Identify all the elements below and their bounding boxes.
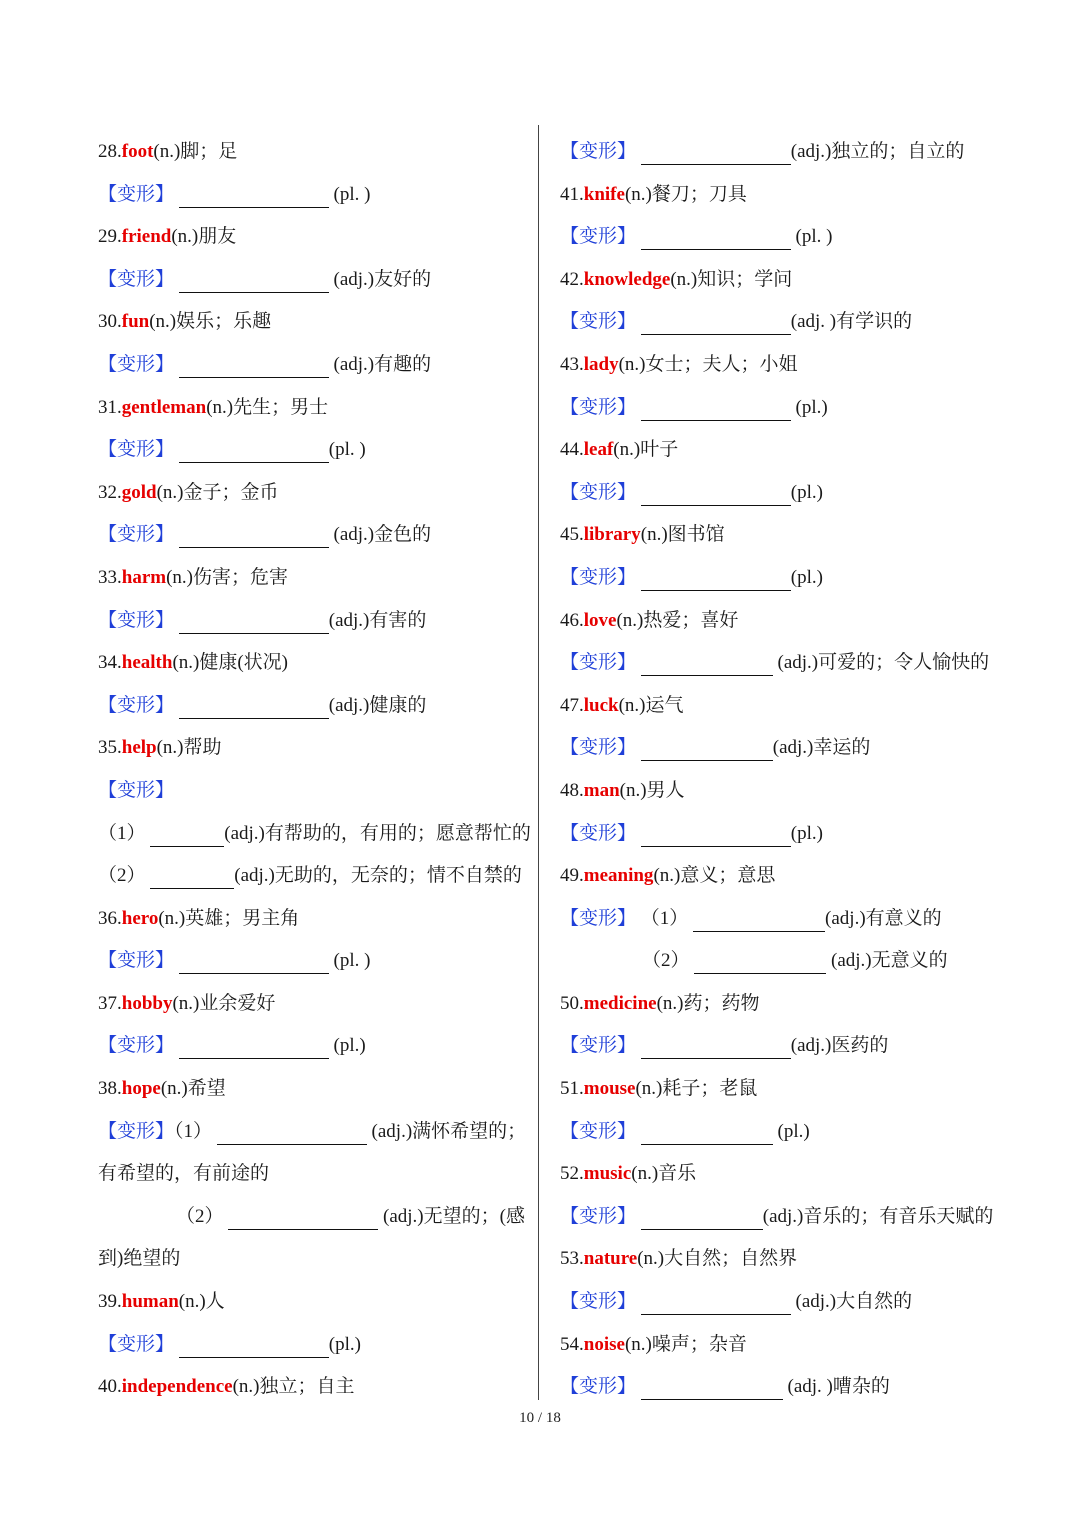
variant-tag: 【变形】 [560,1291,637,1313]
variant-line [560,813,1000,856]
variant-hint: (adj.)无助的，无奈的；情不自禁的 [234,865,522,887]
entry-number: 35. [98,737,122,759]
headword: hope [121,1078,161,1100]
entry-number: 32. [98,481,122,503]
variant-hint: (adj.)健康的 [328,694,427,716]
variant-hint: (adj.)无意义的 [826,950,948,972]
variant-line [560,898,1000,941]
entry-number: 31. [98,396,122,418]
item-index: （1） [636,907,689,929]
item-index: （2） [642,950,690,972]
right-column [560,131,1000,1409]
answer-blank[interactable] [641,647,773,676]
answer-blank[interactable] [641,1371,783,1400]
vocab-entry [98,1068,530,1111]
definition: (n.)男人 [619,779,685,801]
definition: (n.)人 [178,1291,225,1313]
headword: love [583,609,617,631]
answer-blank[interactable] [228,1201,378,1230]
definition: (n.)噪声；杂音 [624,1333,747,1355]
vocab-entry [560,514,1000,557]
variant-tag: 【变形】 [560,481,637,503]
entry-number: 34. [98,652,122,674]
variant-line [560,557,1000,600]
variant-hint: (adj.)有趣的 [328,353,432,375]
entry-number: 37. [98,992,122,1014]
vocab-entry [560,1068,1000,1111]
variant-line [98,259,530,302]
headword: leaf [583,439,614,461]
entry-number: 53. [560,1248,584,1270]
definition: (n.)热爱；喜好 [616,609,739,631]
variant-tag: 【变形】 [560,141,637,162]
answer-blank[interactable] [179,519,329,548]
headword: foot [121,141,154,162]
entry-number: 52. [560,1163,584,1185]
vocab-entry [560,1324,1000,1367]
variant-tag: 【变形】 [98,183,175,205]
headword: help [121,737,157,759]
vocab-entry [98,216,530,259]
variant-hint: (adj.)医药的 [790,1035,889,1057]
definition: (n.)帮助 [156,737,222,759]
answer-blank[interactable] [641,1286,791,1315]
headword: gentleman [121,396,207,418]
headword: mouse [583,1078,636,1100]
variant-tag: 【变形】 [560,1120,637,1142]
headword: medicine [583,992,657,1014]
definition: (n.)意义；意思 [653,865,776,887]
item-index: （1） [174,1120,213,1142]
definition: (n.)女士；夫人；小姐 [618,353,798,375]
variant-tag: 【变形】 [560,1376,637,1398]
vocab-entry [560,344,1000,387]
vocab-entry [560,770,1000,813]
variant-tag: 【变形】 [98,609,175,631]
definition: (n.)叶子 [613,439,679,461]
variant-subline [98,1196,530,1239]
variant-line [98,429,530,472]
definition: (n.)独立；自主 [232,1376,355,1398]
vocab-entry [98,1366,530,1409]
text: 到)绝望的 [98,1248,181,1270]
variant-line [560,301,1000,344]
variant-tag: 【变形】 [98,779,175,801]
answer-blank[interactable] [150,860,234,889]
entry-number: 47. [560,694,584,716]
variant-tag: 【变形】 [98,1120,175,1142]
continuation-text [98,1153,530,1196]
headword: health [121,652,173,674]
headword: noise [583,1333,625,1355]
entry-number: 28. [98,141,122,162]
entry-number: 36. [98,907,122,929]
variant-tag: 【变形】 [560,226,637,248]
entry-number: 41. [560,183,584,205]
variant-line [560,727,1000,770]
headword: nature [583,1248,638,1270]
variant-hint: (pl. ) [328,439,366,461]
vocab-entry [98,898,530,941]
item-index: （1） [98,822,146,844]
variant-hint: (pl. ) [328,183,371,205]
variant-tag: 【变形】 [98,950,175,972]
definition: (n.)音乐 [631,1163,697,1185]
entry-number: 50. [560,992,584,1014]
variant-tag: 【变形】 [560,822,637,844]
headword: friend [121,226,172,248]
variant-subline [98,813,530,856]
variant-line [98,1111,530,1154]
answer-blank[interactable] [641,1030,791,1059]
entry-number: 39. [98,1291,122,1313]
variant-hint: (pl.) [790,396,828,418]
vocab-entry [560,685,1000,728]
variant-tag: 【变形】 [98,1333,175,1355]
variant-subline [560,940,1000,983]
entry-number: 40. [98,1376,122,1398]
variant-line [98,770,530,813]
headword: human [121,1291,179,1313]
variant-hint: (pl.) [790,822,823,844]
entry-number: 33. [98,566,122,588]
variant-line [560,131,1000,174]
definition: (n.)药；药物 [656,992,760,1014]
variant-hint: (pl. ) [790,226,833,248]
definition: (n.)健康(状况) [172,652,288,674]
vocab-entry [98,131,530,174]
variant-tag: 【变形】 [98,268,175,290]
variant-line [560,216,1000,259]
variant-hint: (pl.) [772,1120,810,1142]
variant-hint: (adj.)无望的；(感 [378,1205,525,1227]
vocab-entry [98,472,530,515]
variant-tag: 【变形】 [560,566,637,588]
answer-blank[interactable] [179,349,329,378]
vocab-entry [560,983,1000,1026]
definition: (n.)图书馆 [640,524,725,546]
entry-number: 46. [560,609,584,631]
variant-hint: (adj.)音乐的；有音乐天赋的 [762,1205,994,1227]
variant-tag: 【变形】 [98,524,175,546]
headword: man [583,779,620,801]
variant-hint: (adj.)有害的 [328,609,427,631]
definition: (n.)英雄；男主角 [158,907,300,929]
variant-line [98,344,530,387]
vocab-entry [560,1153,1000,1196]
headword: meaning [583,865,654,887]
variant-hint: (pl. ) [328,950,371,972]
answer-blank[interactable] [693,903,825,932]
definition: (n.)知识；学问 [670,268,793,290]
answer-blank[interactable] [641,1116,773,1145]
vocab-entry [98,557,530,600]
variant-hint: (adj. )嘈杂的 [782,1376,890,1398]
definition: (n.)大自然；自然界 [637,1248,798,1270]
answer-blank[interactable] [179,605,329,634]
headword: fun [121,311,150,333]
vocab-entry [560,855,1000,898]
answer-blank[interactable] [179,264,329,293]
variant-tag: 【变形】 [560,907,637,929]
answer-blank[interactable] [150,818,224,847]
variant-line [560,1366,1000,1409]
definition: (n.)伤害；危害 [166,566,288,588]
definition: (n.)业余爱好 [172,992,276,1014]
entry-number: 29. [98,226,122,248]
vocab-entry [560,174,1000,217]
headword: harm [121,566,167,588]
definition: (n.)餐刀；刀具 [624,183,747,205]
entry-number: 54. [560,1333,584,1355]
variant-line [98,600,530,643]
vocab-entry [560,429,1000,472]
variant-hint: (pl.) [790,481,823,503]
variant-line [560,1281,1000,1324]
continuation-text [98,1238,530,1281]
answer-blank[interactable] [217,1116,367,1145]
variant-tag: 【变形】 [560,311,637,333]
variant-tag: 【变形】 [560,737,637,759]
entry-number: 49. [560,865,584,887]
headword: knife [583,183,625,205]
definition: (n.)希望 [160,1078,226,1100]
column-divider [538,125,539,1400]
headword: music [583,1163,632,1185]
definition: (n.)金子；金币 [156,481,279,503]
answer-blank[interactable] [641,306,791,335]
variant-tag: 【变形】 [98,353,175,375]
entry-number: 48. [560,779,584,801]
variant-hint: (adj.)满怀希望的； [366,1120,527,1142]
answer-blank[interactable] [641,392,791,421]
vocab-entry [560,600,1000,643]
variant-hint: (pl.) [790,566,823,588]
headword: gold [121,481,157,503]
variant-hint: (adj.)幸运的 [772,737,871,759]
headword: knowledge [583,268,671,290]
answer-blank[interactable] [179,1030,329,1059]
definition: (n.)耗子；老鼠 [635,1078,758,1100]
entry-number: 42. [560,268,584,290]
left-column [98,131,530,1409]
headword: independence [121,1376,233,1398]
entry-number: 38. [98,1078,122,1100]
variant-hint: (adj.)有意义的 [825,907,942,929]
text: 有希望的，有前途的 [98,1163,270,1185]
headword: hero [121,907,159,929]
variant-line [560,1111,1000,1154]
answer-blank[interactable] [179,434,329,463]
variant-hint: (adj.)独立的；自立的 [790,141,965,162]
variant-line [98,514,530,557]
headword: lady [583,353,619,375]
vocab-entry [98,1281,530,1324]
definition: (n.)娱乐；乐趣 [149,311,272,333]
headword: library [583,524,641,546]
variant-line [560,387,1000,430]
answer-blank[interactable] [179,1329,329,1358]
variant-hint: (adj.)金色的 [328,524,432,546]
definition: (n.)先生；男士 [206,396,329,418]
definition: (n.)运气 [618,694,684,716]
variant-tag: 【变形】 [560,1035,637,1057]
variant-line [560,1025,1000,1068]
vocab-entry [98,727,530,770]
answer-blank[interactable] [641,221,791,250]
item-index: （2） [176,1205,224,1227]
variant-tag: 【变形】 [98,1035,175,1057]
vocab-entry [98,387,530,430]
definition: (n.)朋友 [171,226,237,248]
vocab-entry [98,983,530,1026]
answer-blank[interactable] [179,690,329,719]
entry-number: 43. [560,353,584,375]
answer-blank[interactable] [641,732,773,761]
variant-line [98,685,530,728]
entry-number: 51. [560,1078,584,1100]
answer-blank[interactable] [641,562,791,591]
vocab-entry [98,642,530,685]
headword: luck [583,694,619,716]
answer-blank[interactable] [641,818,791,847]
variant-tag: 【变形】 [98,694,175,716]
answer-blank[interactable] [694,945,826,974]
entry-number: 44. [560,439,584,461]
variant-line [98,174,530,217]
headword: hobby [121,992,173,1014]
answer-blank[interactable] [179,179,329,208]
definition: (n.)脚；足 [153,141,238,162]
variant-line [98,1025,530,1068]
variant-tag: 【变形】 [560,1205,637,1227]
variant-tag: 【变形】 [560,652,637,674]
answer-blank[interactable] [641,1201,763,1230]
page-number: 10 / 18 [519,1410,561,1426]
variant-hint: (pl.) [328,1333,361,1355]
entry-number: 45. [560,524,584,546]
answer-blank[interactable] [641,136,791,165]
variant-hint: (adj. )有学识的 [790,311,913,333]
answer-blank[interactable] [641,477,791,506]
variant-hint: (adj.)友好的 [328,268,432,290]
variant-tag: 【变形】 [98,439,175,461]
variant-hint: (adj.)可爱的；令人愉快的 [772,652,990,674]
variant-subline [98,855,530,898]
vocab-entry [560,259,1000,302]
entry-number: 30. [98,311,122,333]
variant-line [98,1324,530,1367]
variant-line [560,1196,1000,1239]
variant-line [98,940,530,983]
answer-blank[interactable] [179,945,329,974]
variant-line [560,642,1000,685]
variant-line [560,472,1000,515]
vocab-entry [98,301,530,344]
variant-hint: (adj.)有帮助的，有用的；愿意帮忙的 [224,822,531,844]
variant-tag: 【变形】 [560,396,637,418]
variant-hint: (pl.) [328,1035,366,1057]
vocab-entry [560,1238,1000,1281]
item-index: （2） [98,865,146,887]
variant-hint: (adj.)大自然的 [790,1291,913,1313]
